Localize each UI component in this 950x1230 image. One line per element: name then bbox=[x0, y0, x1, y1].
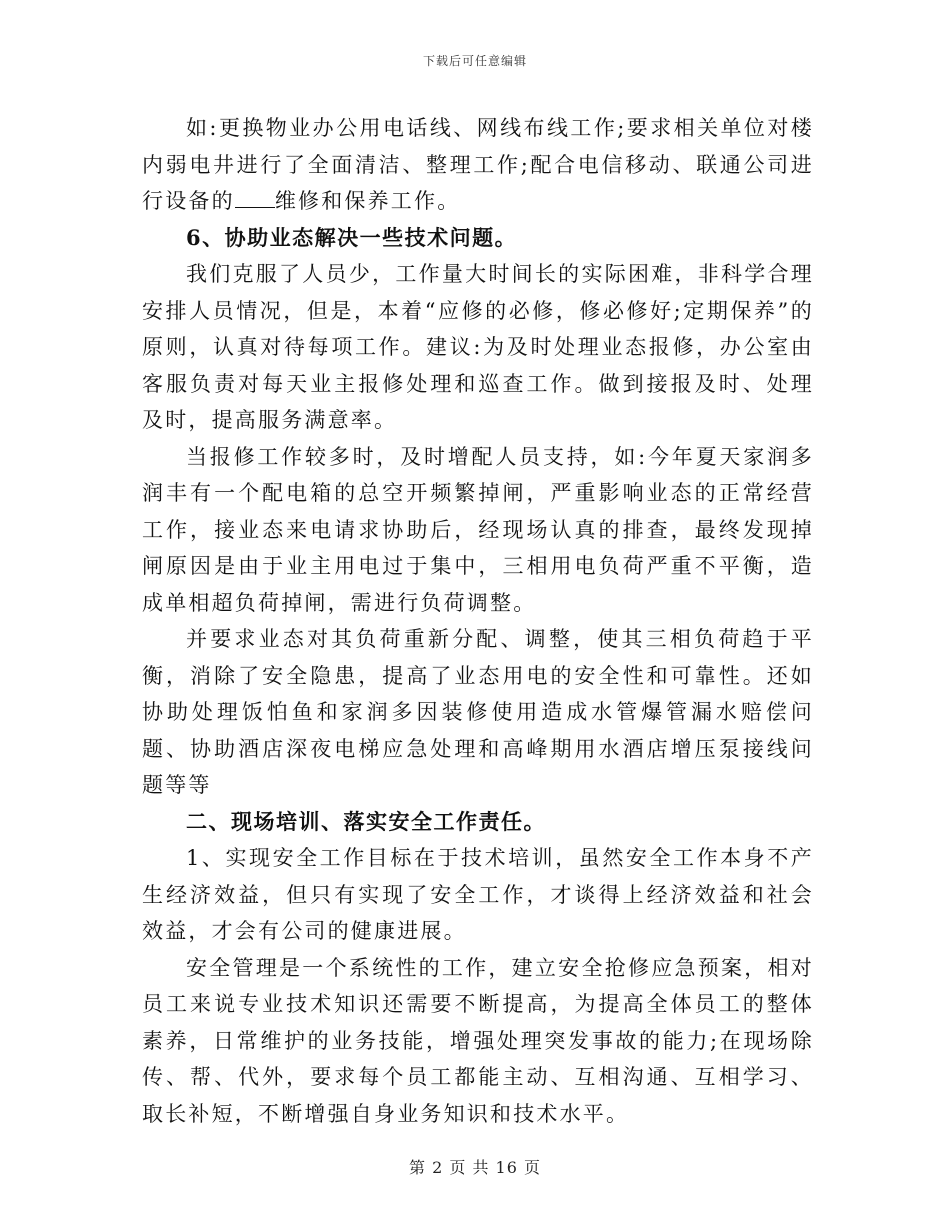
paragraph-load-balance: 并要求业态对其负荷重新分配、调整，使其三相负荷趋于平衡，消除了安全隐患，提高了业态用电的安全性和可靠性。还如协助处理饭怕鱼和家润多因装修使用造成水管爆管漏水赔偿问题、协助酒店深夜电梯应急处理和高峰期用水酒店增压泵接线问题等等 bbox=[142, 627, 814, 797]
paragraph-overcome-difficulties: 我们克服了人员少，工作量大时间长的实际困难，非科学合理安排人员情况，但是，本着“应修的必修，修必修好;定期保养”的原则，认真对待每项工作。建议:为及时处理业态报修，办公室由客服负责对每天业主报修处理和巡查工作。做到接报及时、处理及时，提高服务满意率。 bbox=[142, 262, 814, 432]
section-heading-6: 6、协助业态解决一些技术问题。 bbox=[186, 224, 518, 250]
page-footer: 第 2 页 共 16 页 bbox=[409, 1158, 541, 1177]
section-heading-2: 二、现场培训、落实安全工作责任。 bbox=[186, 808, 546, 834]
paragraph-text: 如:更换物业办公用电话线、网线布线工作;要求相关单位对楼内弱电井进行了全面清洁、整理工作;配合电信移动、联通公司进行设备的 bbox=[142, 116, 814, 213]
fill-in-blank bbox=[235, 189, 275, 208]
document-body bbox=[142, 110, 814, 1132]
paragraph-safety-training: 1、实现安全工作目标在于技术培训，虽然安全工作本身不产生经济效益，但只有实现了安全工作，才谈得上经济效益和社会效益，才会有公司的健康进展。 bbox=[142, 846, 814, 943]
paragraph-repair-support: 当报修工作较多时，及时增配人员支持，如:今年夏天家润多润丰有一个配电箱的总空开频繁掉闸，严重影响业态的正常经营工作，接业态来电请求协助后，经现场认真的排查，最终发现掉闸原因是由于业主用电过于集中，三相用电负荷严重不平衡，造成单相超负荷掉闸，需进行负荷调整。 bbox=[142, 444, 814, 615]
paragraph-safety-management: 安全管理是一个系统性的工作，建立安全抢修应急预案，相对员工来说专业技术知识还需要不断提高，为提高全体员工的整体素养，日常维护的业务技能，增强处理突发事故的能力;在现场除传、帮、代外，要求每个员工都能主动、互相沟通、互相学习、取长补短，不断增强自身业务知识和技术水平。 bbox=[142, 955, 814, 1126]
paragraph-maintenance-examples bbox=[142, 110, 814, 220]
paragraph-text-continued: 维修和保养工作。 bbox=[274, 189, 461, 213]
page-header: 下载后可任意编辑 bbox=[422, 54, 527, 68]
